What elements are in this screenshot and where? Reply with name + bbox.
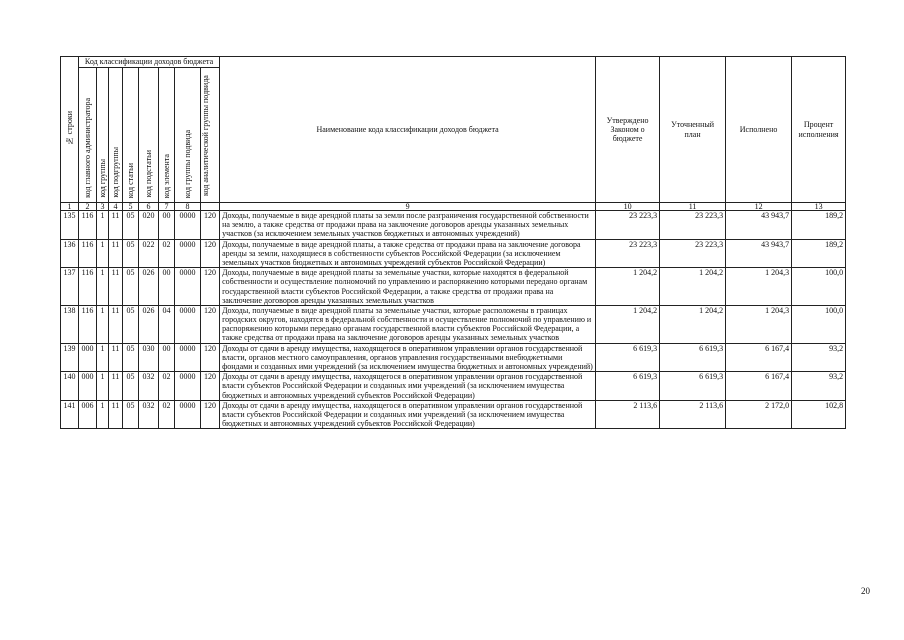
code-analytic-group: 120 bbox=[201, 239, 220, 268]
col-number: 5 bbox=[123, 203, 139, 211]
col-number: 2 bbox=[79, 203, 97, 211]
code-article: 05 bbox=[123, 239, 139, 268]
col-number: 6 bbox=[139, 203, 159, 211]
header-refined: Уточненный план bbox=[660, 57, 726, 203]
column-number-row bbox=[61, 203, 846, 211]
code-article: 05 bbox=[123, 211, 139, 240]
table-row bbox=[61, 400, 846, 429]
code-element: 02 bbox=[159, 372, 175, 401]
code-article: 05 bbox=[123, 372, 139, 401]
table-row bbox=[61, 268, 846, 306]
execution-percent: 102,8 bbox=[792, 400, 846, 429]
budget-revenue-table bbox=[60, 56, 846, 429]
approved-amount: 6 619,3 bbox=[596, 372, 660, 401]
code-group: 1 bbox=[97, 400, 109, 429]
refined-amount: 1 204,2 bbox=[660, 305, 726, 343]
code-subarticle: 026 bbox=[139, 305, 159, 343]
code-analytic-group: 120 bbox=[201, 268, 220, 306]
code-subarticle: 022 bbox=[139, 239, 159, 268]
code-element: 00 bbox=[159, 211, 175, 240]
refined-amount: 2 113,6 bbox=[660, 400, 726, 429]
col-number: 7 bbox=[159, 203, 175, 211]
code-article: 05 bbox=[123, 268, 139, 306]
header-approved: Утверждено Законом о бюджете bbox=[596, 57, 660, 203]
header-name: Наименование кода классификации доходов бюджета bbox=[220, 57, 596, 203]
code-subtype-group: 0000 bbox=[175, 343, 201, 372]
code-subtype-group: 0000 bbox=[175, 211, 201, 240]
col-number: 13 bbox=[792, 203, 846, 211]
row-number: 141 bbox=[61, 400, 79, 429]
code-group: 1 bbox=[97, 211, 109, 240]
row-number: 140 bbox=[61, 372, 79, 401]
revenue-name: Доходы, получаемые в виде арендной платы, а также средства от продажи права на заключение договора аренды за земли, находящиеся в собственности субъектов Российской Федерации (за исключением земельных участков бюджетных и автономных учреждений субъектов Российской Федерации) bbox=[220, 239, 596, 268]
code-subtype-group: 0000 bbox=[175, 305, 201, 343]
code-subgroup: 11 bbox=[109, 372, 123, 401]
code-subgroup: 11 bbox=[109, 343, 123, 372]
page-number: 20 bbox=[861, 586, 870, 596]
executed-amount: 43 943,7 bbox=[726, 239, 792, 268]
refined-amount: 1 204,2 bbox=[660, 268, 726, 306]
code-article: 05 bbox=[123, 343, 139, 372]
revenue-name: Доходы от сдачи в аренду имущества, находящегося в оперативном управлении органов государственной власти субъектов Российской Федерации и созданных ими учреждений (за исключением имущества бюджетных и автономных учреждений субъектов Российской Федерации) bbox=[220, 372, 596, 401]
approved-amount: 23 223,3 bbox=[596, 239, 660, 268]
execution-percent: 189,2 bbox=[792, 239, 846, 268]
executed-amount: 6 167,4 bbox=[726, 372, 792, 401]
refined-amount: 6 619,3 bbox=[660, 343, 726, 372]
row-number: 138 bbox=[61, 305, 79, 343]
col-number bbox=[201, 203, 220, 211]
approved-amount: 23 223,3 bbox=[596, 211, 660, 240]
table-row bbox=[61, 239, 846, 268]
col-number: 10 bbox=[596, 203, 660, 211]
code-admin: 000 bbox=[79, 343, 97, 372]
code-analytic-group: 120 bbox=[201, 343, 220, 372]
header-row-no: № строки bbox=[61, 57, 79, 203]
code-subtype-group: 0000 bbox=[175, 372, 201, 401]
header-code-analytic-group: код аналитической группы подвида bbox=[201, 68, 220, 203]
row-number: 137 bbox=[61, 268, 79, 306]
col-number: 8 bbox=[175, 203, 201, 211]
col-number: 1 bbox=[61, 203, 79, 211]
header-row-top bbox=[61, 57, 846, 68]
header-code-subgroup: код подгруппы bbox=[109, 68, 123, 203]
row-number: 139 bbox=[61, 343, 79, 372]
code-article: 05 bbox=[123, 305, 139, 343]
revenue-name: Доходы от сдачи в аренду имущества, находящегося в оперативном управлении органов государственной власти субъектов Российской Федерации и созданных ими учреждений (за исключением имущества бюджетных и автономных учреждений субъектов Российской Федерации) bbox=[220, 400, 596, 429]
code-element: 02 bbox=[159, 239, 175, 268]
code-subtype-group: 0000 bbox=[175, 268, 201, 306]
code-element: 04 bbox=[159, 305, 175, 343]
table-row bbox=[61, 372, 846, 401]
col-number: 4 bbox=[109, 203, 123, 211]
code-admin: 000 bbox=[79, 372, 97, 401]
refined-amount: 23 223,3 bbox=[660, 211, 726, 240]
execution-percent: 100,0 bbox=[792, 268, 846, 306]
code-group: 1 bbox=[97, 305, 109, 343]
code-subarticle: 030 bbox=[139, 343, 159, 372]
code-admin: 116 bbox=[79, 211, 97, 240]
code-admin: 116 bbox=[79, 305, 97, 343]
code-subarticle: 020 bbox=[139, 211, 159, 240]
code-admin: 116 bbox=[79, 239, 97, 268]
code-subgroup: 11 bbox=[109, 268, 123, 306]
executed-amount: 2 172,0 bbox=[726, 400, 792, 429]
code-subgroup: 11 bbox=[109, 400, 123, 429]
table-row bbox=[61, 211, 846, 240]
code-analytic-group: 120 bbox=[201, 372, 220, 401]
executed-amount: 1 204,3 bbox=[726, 305, 792, 343]
col-number: 12 bbox=[726, 203, 792, 211]
revenue-name: Доходы, получаемые в виде арендной платы за земельные участки, которые находятся в федеральной собственности и осуществление полномочий по управлению и распоряжению которыми передано органам государственной власти субъектов Российской Федерации, а также средства от продажи права на заключение договоров аренды указанных земельных участков bbox=[220, 268, 596, 306]
revenue-name: Доходы, получаемые в виде арендной платы за земельные участки, которые расположены в границах городских округов, находятся в федеральной собственности и осуществление полномочий по управлению и распоряжению которыми передано органам государственной власти субъектов Российской Федерации, а также средства от продажи права на заключение договоров аренды указанных земельных участков bbox=[220, 305, 596, 343]
code-subgroup: 11 bbox=[109, 239, 123, 268]
approved-amount: 1 204,2 bbox=[596, 305, 660, 343]
code-subarticle: 032 bbox=[139, 400, 159, 429]
header-code-article: код статьи bbox=[123, 68, 139, 203]
header-executed: Исполнено bbox=[726, 57, 792, 203]
code-element: 02 bbox=[159, 400, 175, 429]
code-analytic-group: 120 bbox=[201, 211, 220, 240]
executed-amount: 43 943,7 bbox=[726, 211, 792, 240]
header-code-group: Код классификации доходов бюджета bbox=[79, 57, 220, 68]
code-admin: 006 bbox=[79, 400, 97, 429]
code-analytic-group: 120 bbox=[201, 400, 220, 429]
revenue-name: Доходы, получаемые в виде арендной платы за земли после разграничения государственной собственности на землю, а также средства от продажи права на заключение договоров аренды указанных земельных участков (за исключением земельных участков бюджетных и автономных учреждений) bbox=[220, 211, 596, 240]
code-analytic-group: 120 bbox=[201, 305, 220, 343]
row-number: 135 bbox=[61, 211, 79, 240]
header-code-group: код группы bbox=[97, 68, 109, 203]
col-number: 3 bbox=[97, 203, 109, 211]
execution-percent: 100,0 bbox=[792, 305, 846, 343]
table-row bbox=[61, 343, 846, 372]
execution-percent: 93,2 bbox=[792, 343, 846, 372]
code-subgroup: 11 bbox=[109, 305, 123, 343]
execution-percent: 189,2 bbox=[792, 211, 846, 240]
code-subarticle: 032 bbox=[139, 372, 159, 401]
code-element: 00 bbox=[159, 343, 175, 372]
header-code-admin: код главного администратора bbox=[79, 68, 97, 203]
header-code-subtype-group: код группы подвида bbox=[175, 68, 201, 203]
code-article: 05 bbox=[123, 400, 139, 429]
table-row bbox=[61, 305, 846, 343]
code-group: 1 bbox=[97, 239, 109, 268]
code-admin: 116 bbox=[79, 268, 97, 306]
col-number: 11 bbox=[660, 203, 726, 211]
code-subtype-group: 0000 bbox=[175, 400, 201, 429]
approved-amount: 6 619,3 bbox=[596, 343, 660, 372]
code-group: 1 bbox=[97, 268, 109, 306]
header-percent: Процент исполнения bbox=[792, 57, 846, 203]
code-group: 1 bbox=[97, 372, 109, 401]
refined-amount: 23 223,3 bbox=[660, 239, 726, 268]
approved-amount: 1 204,2 bbox=[596, 268, 660, 306]
header-code-element: код элемента bbox=[159, 68, 175, 203]
approved-amount: 2 113,6 bbox=[596, 400, 660, 429]
row-number: 136 bbox=[61, 239, 79, 268]
executed-amount: 1 204,3 bbox=[726, 268, 792, 306]
executed-amount: 6 167,4 bbox=[726, 343, 792, 372]
table-body bbox=[61, 211, 846, 429]
execution-percent: 93,2 bbox=[792, 372, 846, 401]
code-subarticle: 026 bbox=[139, 268, 159, 306]
col-number: 9 bbox=[220, 203, 596, 211]
code-subgroup: 11 bbox=[109, 211, 123, 240]
code-group: 1 bbox=[97, 343, 109, 372]
header-code-subarticle: код подстатьи bbox=[139, 68, 159, 203]
revenue-name: Доходы от сдачи в аренду имущества, находящегося в оперативном управлении органов государственной власти, органов местного самоуправления, органов управления государственными внебюджетными фондами и созданных ими учреждений (за исключением имущества бюджетных и автономных учреждений) bbox=[220, 343, 596, 372]
refined-amount: 6 619,3 bbox=[660, 372, 726, 401]
code-element: 00 bbox=[159, 268, 175, 306]
code-subtype-group: 0000 bbox=[175, 239, 201, 268]
